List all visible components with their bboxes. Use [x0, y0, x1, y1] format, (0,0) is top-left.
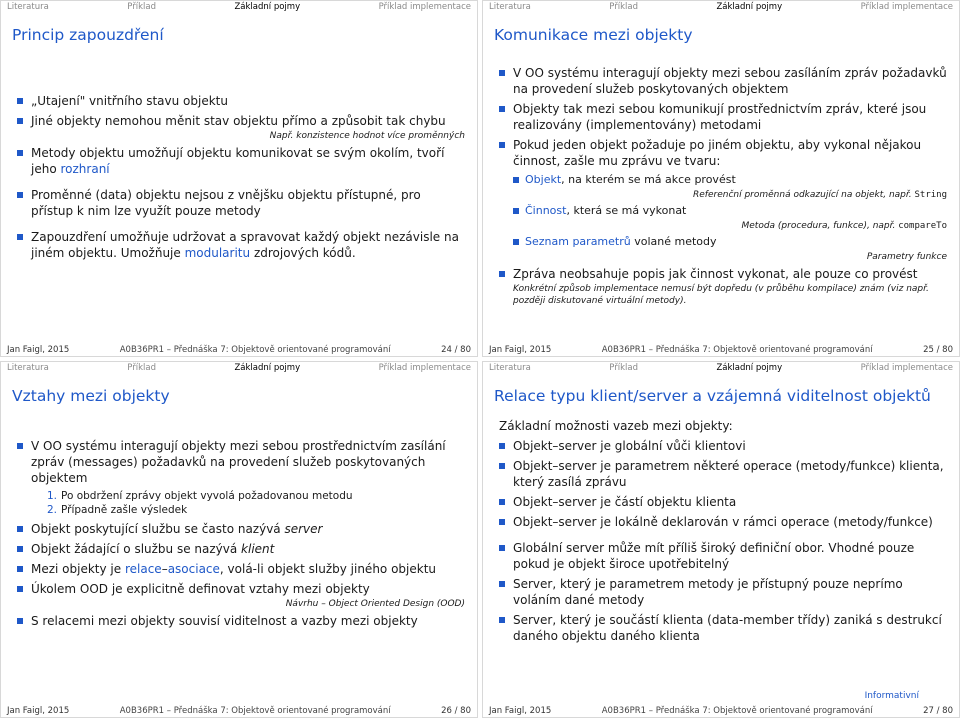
sub-text: volané metody — [630, 235, 717, 248]
code-string: String — [914, 190, 947, 200]
slide-body — [499, 418, 947, 648]
footer-course: A0B36PR1 – Přednáška 7: Objektově orientované programování — [601, 706, 873, 716]
bullet-text: S relacemi mezi objekty souvisí viditelnost a vazby mezi objekty — [31, 614, 418, 628]
sub-bullet — [499, 204, 947, 218]
note — [499, 220, 947, 232]
slide-title: Princip zapouzdření — [12, 26, 164, 44]
slide-title: Komunikace mezi objekty — [494, 26, 693, 44]
bullet-text: Zpráva neobsahuje popis jak činnost vykonat, ale pouze co provést — [513, 267, 918, 281]
nav-literatura[interactable]: Literatura — [489, 2, 531, 12]
top-nav — [483, 362, 959, 374]
bullet — [499, 101, 947, 133]
term-klient: klient — [241, 542, 275, 556]
nav-zakladni-pojmy[interactable]: Základní pojmy — [234, 363, 301, 373]
footer-page: 24 / 80 — [441, 345, 471, 355]
bullet-text: Server, který je součástí klienta (data-member třídy) zaniká s destrukcí daného objektu daného klienta — [513, 613, 942, 643]
footer — [1, 705, 477, 717]
item-number: 2. — [47, 504, 58, 516]
note: Konkrétní způsob implementace nemusí být dopředu (v průběhu kompilace) znám (viz např. později diskutované virtuální metody). — [513, 284, 929, 306]
footer-author: Jan Faigl, 2015 — [489, 345, 552, 355]
bullet-text: , volá-li objekt služby jiného objektu — [219, 562, 437, 576]
nav-literatura[interactable]: Literatura — [7, 363, 49, 373]
intro-text: Základní možnosti vazeb mezi objekty: — [499, 419, 733, 433]
link-rozhrani[interactable]: rozhraní — [60, 162, 110, 176]
footer — [1, 344, 477, 356]
note: Parametry funkce — [866, 252, 947, 262]
bullet-text: Objekt–server je parametrem některé operace (metody/funkce) klienta, který zasílá zprávu — [513, 459, 944, 489]
footer — [483, 705, 959, 717]
bullet-text: „Utajení" vnitřního stavu objektu — [31, 94, 228, 108]
link-modularitu[interactable]: modularitu — [184, 246, 251, 260]
nav-zakladni-pojmy[interactable]: Základní pojmy — [716, 2, 783, 12]
bullet — [499, 438, 947, 454]
bullet-text: Proměnné (data) objektu nejsou z vnějšku objektu přístupné, pro přístup k nim lze využít pouze metody — [31, 188, 421, 218]
link-asociace[interactable]: asociace — [167, 562, 220, 576]
footer-author: Jan Faigl, 2015 — [7, 345, 70, 355]
slide-24 — [0, 0, 478, 357]
nav-priklad[interactable]: Příklad — [127, 363, 156, 373]
bullet-text: Globální server může mít příliš široký definiční obor. Vhodné pouze pokud je objekt široce upotřebitelný — [513, 541, 915, 571]
bullet-text: Zapouzdření umožňuje udržovat a spravovat každý objekt nezávisle na jiném objektu. Umožňuje — [31, 230, 459, 260]
footer-page: 26 / 80 — [441, 706, 471, 716]
nav-priklad-implementace[interactable]: Příklad implementace — [860, 2, 953, 12]
footer-course: A0B36PR1 – Přednáška 7: Objektově orientované programování — [601, 345, 873, 355]
nav-priklad[interactable]: Příklad — [609, 2, 638, 12]
bullet-text: Objekty tak mezi sebou komunikují prostřednictvím zpráv, které jsou realizovány (implementovány) metodami — [513, 102, 927, 132]
bullet-text: Metody objektu umožňují objektu komunikovat se svým okolím, tvoří jeho — [31, 146, 445, 176]
dash: – — [161, 562, 168, 576]
slide-title: Vztahy mezi objekty — [12, 387, 170, 405]
bullet-text: V OO systému interagují objekty mezi sebou zasíláním zpráv požadavků na provedení služeb poskytovaných objektem — [513, 66, 947, 96]
footer — [483, 344, 959, 356]
bullet — [499, 137, 947, 169]
nav-priklad-implementace[interactable]: Příklad implementace — [378, 363, 471, 373]
slide-title: Relace typu klient/server a vzájemná viditelnost objektů — [494, 387, 931, 405]
sub-bullet — [499, 173, 947, 187]
slide-body — [499, 65, 947, 309]
bullet — [17, 541, 465, 557]
bullet-text: Objekt–server je globální vůči klientovi — [513, 439, 746, 453]
top-nav — [483, 1, 959, 13]
bullet — [499, 494, 947, 510]
bullet-text: Úkolem OOD je explicitně definovat vztahy mezi objekty — [31, 582, 370, 596]
slide-body — [17, 93, 465, 265]
bullet — [17, 187, 465, 219]
sub-bullet — [499, 235, 947, 249]
bullet — [17, 613, 465, 629]
bullet — [17, 93, 465, 109]
footer-author: Jan Faigl, 2015 — [7, 706, 70, 716]
bullet — [499, 266, 947, 282]
nav-priklad[interactable]: Příklad — [127, 2, 156, 12]
top-nav — [1, 1, 477, 13]
top-nav — [1, 362, 477, 374]
bullet-text: Objekt žádající o službu se nazývá — [31, 542, 242, 556]
note — [499, 189, 947, 201]
footer-page: 25 / 80 — [923, 345, 953, 355]
footer-course: A0B36PR1 – Přednáška 7: Objektově orientované programování — [119, 706, 391, 716]
bullet — [17, 113, 465, 129]
bullet — [17, 521, 465, 537]
footer-page: 27 / 80 — [923, 706, 953, 716]
bullet-text: Objekt–server je lokálně deklarován v rámci operace (metody/funkce) — [513, 515, 933, 529]
bullet-text: Objekt–server je částí objektu klienta — [513, 495, 737, 509]
link-relace[interactable]: relace — [124, 562, 162, 576]
bullet — [17, 438, 465, 486]
note: Např. konzistence hodnot více proměnných — [269, 131, 465, 141]
bullet-text: V OO systému interagují objekty mezi sebou prostřednictvím zasílání zpráv (messages) požadavků na provedení služeb poskytovaných objektem — [31, 439, 446, 485]
code-compareto: compareTo — [898, 221, 947, 231]
bullet-text: Mezi objekty je — [31, 562, 125, 576]
term-seznam-parametru: Seznam parametrů — [525, 235, 631, 248]
footer-course: A0B36PR1 – Přednáška 7: Objektově orientované programování — [119, 345, 391, 355]
term-cinnost: Činnost — [525, 204, 567, 217]
bullet-text: zdrojových kódů. — [250, 246, 356, 260]
informativni-tag: Informativní — [864, 691, 919, 701]
item-number: 1. — [47, 490, 58, 502]
numbered-item — [17, 504, 465, 517]
nav-literatura[interactable]: Literatura — [489, 363, 531, 373]
bullet — [499, 458, 947, 490]
bullet-text: Objekt poskytující službu se často nazývá — [31, 522, 285, 536]
nav-zakladni-pojmy[interactable]: Základní pojmy — [716, 363, 783, 373]
bullet — [17, 581, 465, 597]
slide-26 — [0, 361, 478, 718]
bullet-text: Jiné objekty nemohou měnit stav objektu přímo a způsobit tak chybu — [31, 114, 446, 128]
nav-zakladni-pojmy[interactable]: Základní pojmy — [234, 2, 301, 12]
numbered-item — [17, 490, 465, 503]
sub-text: , která se má vykonat — [566, 204, 687, 217]
slide-27 — [482, 361, 960, 718]
bullet — [17, 561, 465, 577]
bullet-text: Pokud jeden objekt požaduje po jiném objektu, aby vykonal nějakou činnost, zašle mu zprávu ve tvaru: — [513, 138, 922, 168]
term-objekt: Objekt — [525, 173, 562, 186]
bullet — [499, 612, 947, 644]
note: Návrhu – Object Oriented Design (OOD) — [285, 599, 465, 609]
sub-text: , na kterém se má akce provést — [561, 173, 736, 186]
nav-priklad[interactable]: Příklad — [609, 363, 638, 373]
bullet — [499, 514, 947, 530]
footer-author: Jan Faigl, 2015 — [489, 706, 552, 716]
slide-25 — [482, 0, 960, 357]
nav-priklad-implementace[interactable]: Příklad implementace — [378, 2, 471, 12]
slide-body — [17, 438, 465, 633]
bullet — [17, 145, 465, 177]
nav-priklad-implementace[interactable]: Příklad implementace — [860, 363, 953, 373]
bullet — [17, 229, 465, 261]
nav-literatura[interactable]: Literatura — [7, 2, 49, 12]
bullet — [499, 540, 947, 572]
note-text: Metoda (procedura, funkce), např. — [741, 221, 899, 231]
note-text: Referenční proměnná odkazující na objekt, např. — [693, 190, 915, 200]
bullet-text: Server, který je parametrem metody je přístupný pouze neprímo voláním dané metody — [513, 577, 903, 607]
item-text: Po obdržení zprávy objekt vyvolá požadovanou metodu — [61, 490, 353, 502]
item-text: Případně zašle výsledek — [61, 504, 188, 516]
bullet — [499, 576, 947, 608]
bullet — [499, 65, 947, 97]
term-server: server — [284, 522, 323, 536]
